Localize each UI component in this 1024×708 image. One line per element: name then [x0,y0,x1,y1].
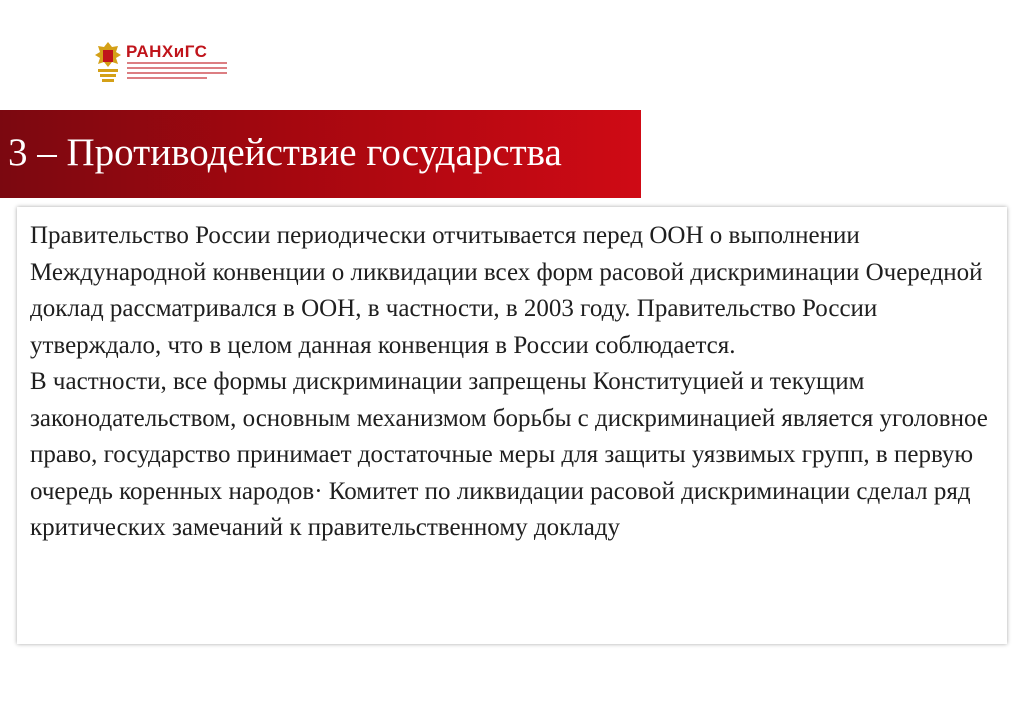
content-text [30,218,990,547]
logo-subtitle [127,62,227,82]
paragraph-1: Правительство России периодически отчитывается перед ООН о выполнении Международной конвенции о ликвидации всех форм расовой дискриминации Очередной доклад рассматривался в ООН, в частности, в 2003 году. Правительство России утверждало, что в целом данная конвенция в России соблюдается. [30,222,983,359]
logo-name: РАНХиГС [126,42,208,61]
ranepa-logo [94,40,274,84]
slide-title: 3 – Противодействие государства [8,131,562,174]
paragraph-2: В частности, все формы дискриминации запрещены Конституцией и текущим законодательством, основным механизмом борьбы с дискриминацией является уголовное право, государство принимает достаточные меры для защиты уязвимых групп, в первую очередь коренных народов· Комитет по ликвидации расовой дискриминации сделал ряд критических замечаний к правительственному докладу [30,368,988,541]
eagle-emblem-icon [94,40,122,84]
